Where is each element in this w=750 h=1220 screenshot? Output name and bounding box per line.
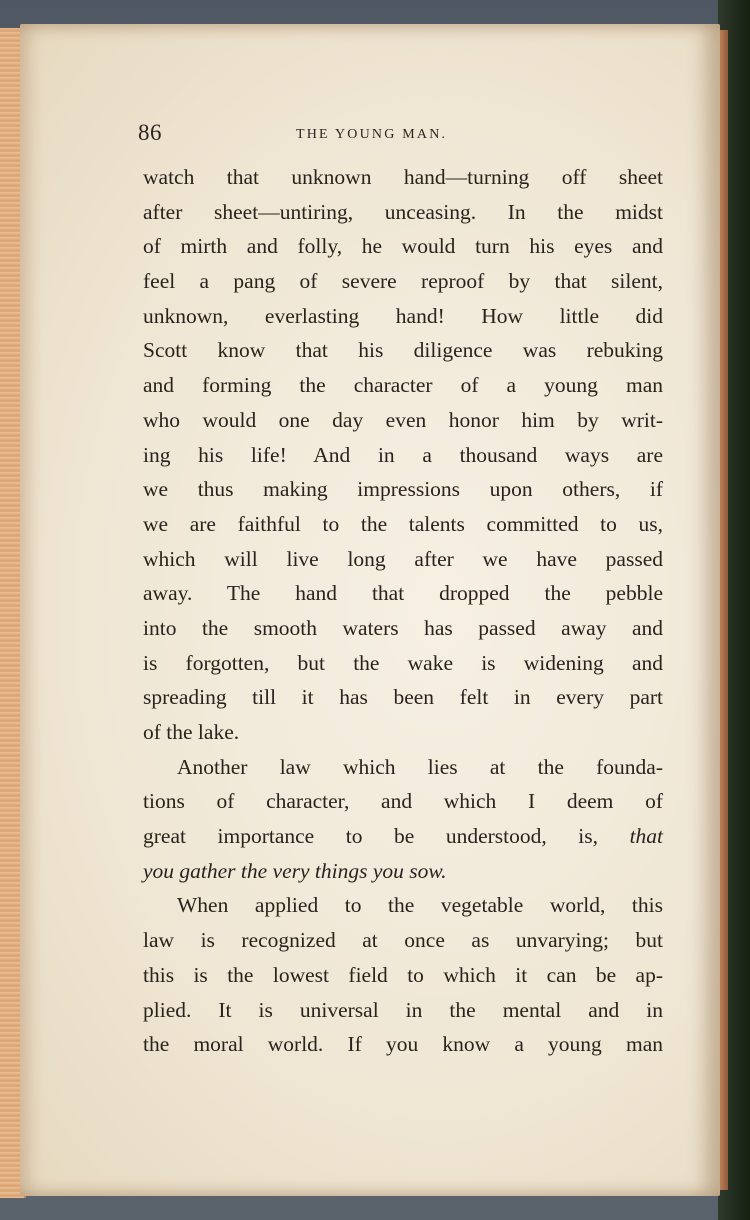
text-line: spreading till it has been felt in every part — [143, 685, 663, 710]
page-number: 86 — [138, 120, 162, 145]
text-line: this is the lowest field to which it can be ap- — [143, 962, 663, 987]
text-line: ing his life! And in a thousand ways are — [143, 442, 663, 467]
text-line: who would one day even honor him by writ- — [143, 407, 663, 432]
text-line: we are faithful to the talents committed to us, — [143, 511, 663, 536]
text-line: When applied to the vegetable world, this — [177, 893, 663, 918]
text-line: into the smooth waters has passed away and — [143, 615, 663, 640]
text-line: is forgotten, but the wake is widening and — [143, 650, 663, 675]
text-line — [143, 854, 663, 889]
italic-text: you gather the very things you sow. — [143, 858, 447, 883]
text-line: which will live long after we have passed — [143, 546, 663, 571]
text-line: of the lake. — [143, 720, 240, 744]
text-line-roman: great importance to be understood, is, — [143, 824, 599, 849]
text-line: of mirth and folly, he would turn his eyes and — [143, 234, 663, 259]
text-line: Scott know that his diligence was rebuking — [143, 338, 663, 363]
text-line: plied. It is universal in the mental and in — [143, 997, 663, 1022]
text-line: we thus making impressions upon others, if — [143, 477, 663, 502]
body-text — [143, 160, 663, 1062]
text-line: after sheet—untiring, unceasing. In the midst — [143, 199, 663, 224]
text-line: and forming the character of a young man — [143, 373, 663, 398]
italic-text: that — [629, 824, 664, 849]
text-line: Another law which lies at the founda- — [177, 754, 663, 779]
running-head: THE YOUNG MAN. — [296, 127, 448, 142]
text-line: law is recognized at once as unvarying; but — [143, 928, 663, 953]
text-line — [143, 819, 663, 854]
text-line: away. The hand that dropped the pebble — [143, 581, 663, 606]
text-line: unknown, everlasting hand! How little did — [143, 303, 663, 328]
page-header — [138, 120, 668, 156]
text-line: the moral world. If you know a young man — [143, 1032, 663, 1057]
text-line: feel a pang of severe reproof by that silent, — [143, 269, 663, 294]
text-line: tions of character, and which I deem of — [143, 789, 663, 814]
text-line: watch that unknown hand—turning off sheet — [143, 165, 663, 189]
